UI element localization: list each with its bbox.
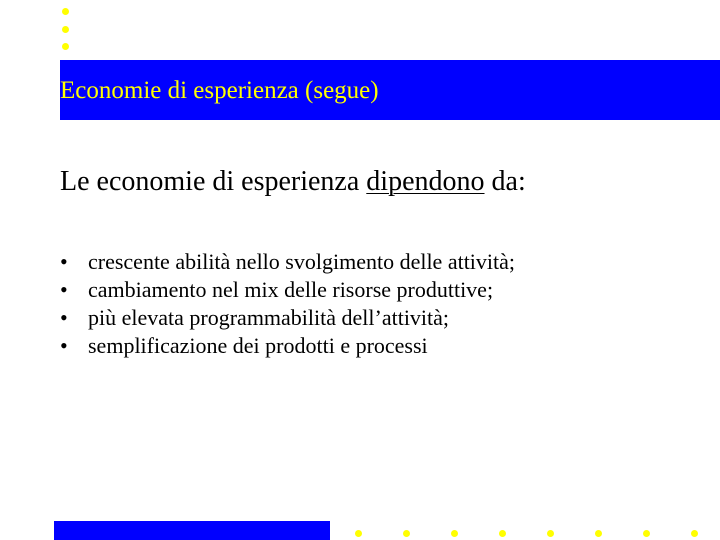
list-item (60, 304, 515, 332)
bullet-icon: • (60, 249, 68, 274)
decor-dot-bottom (595, 530, 602, 537)
list-item (60, 332, 515, 360)
decor-dot-bottom (547, 530, 554, 537)
bottom-bar (54, 521, 330, 540)
bullet-icon: • (60, 305, 68, 330)
list-item (60, 248, 515, 276)
list-item-text: più elevata programmabilità dell’attività; (88, 305, 450, 330)
decor-dot-bottom (451, 530, 458, 537)
bullet-icon: • (60, 277, 68, 302)
list-item-text: crescente abilità nello svolgimento delle attività; (88, 249, 516, 274)
bullet-list (60, 248, 515, 360)
decor-dot-top (62, 43, 69, 50)
decor-dot-bottom (355, 530, 362, 537)
subtitle-text-after: da: (484, 166, 526, 197)
subtitle-underlined-word: dipendono (366, 166, 485, 197)
decor-dot-bottom (499, 530, 506, 537)
decor-dot-bottom (691, 530, 698, 537)
subtitle-text-before: Le economie di esperienza (60, 166, 367, 197)
list-item (60, 276, 515, 304)
decor-dot-bottom (643, 530, 650, 537)
bullet-icon: • (60, 333, 68, 358)
list-item-text: cambiamento nel mix delle risorse produttive; (88, 277, 494, 302)
decor-dot-bottom (403, 530, 410, 537)
decor-dot-top (62, 26, 69, 33)
decor-dot-top (62, 8, 69, 15)
list-item-text: semplificazione dei prodotti e processi (88, 333, 428, 358)
slide-subtitle (60, 168, 526, 196)
slide-title: Economie di esperienza (segue) (60, 77, 379, 104)
